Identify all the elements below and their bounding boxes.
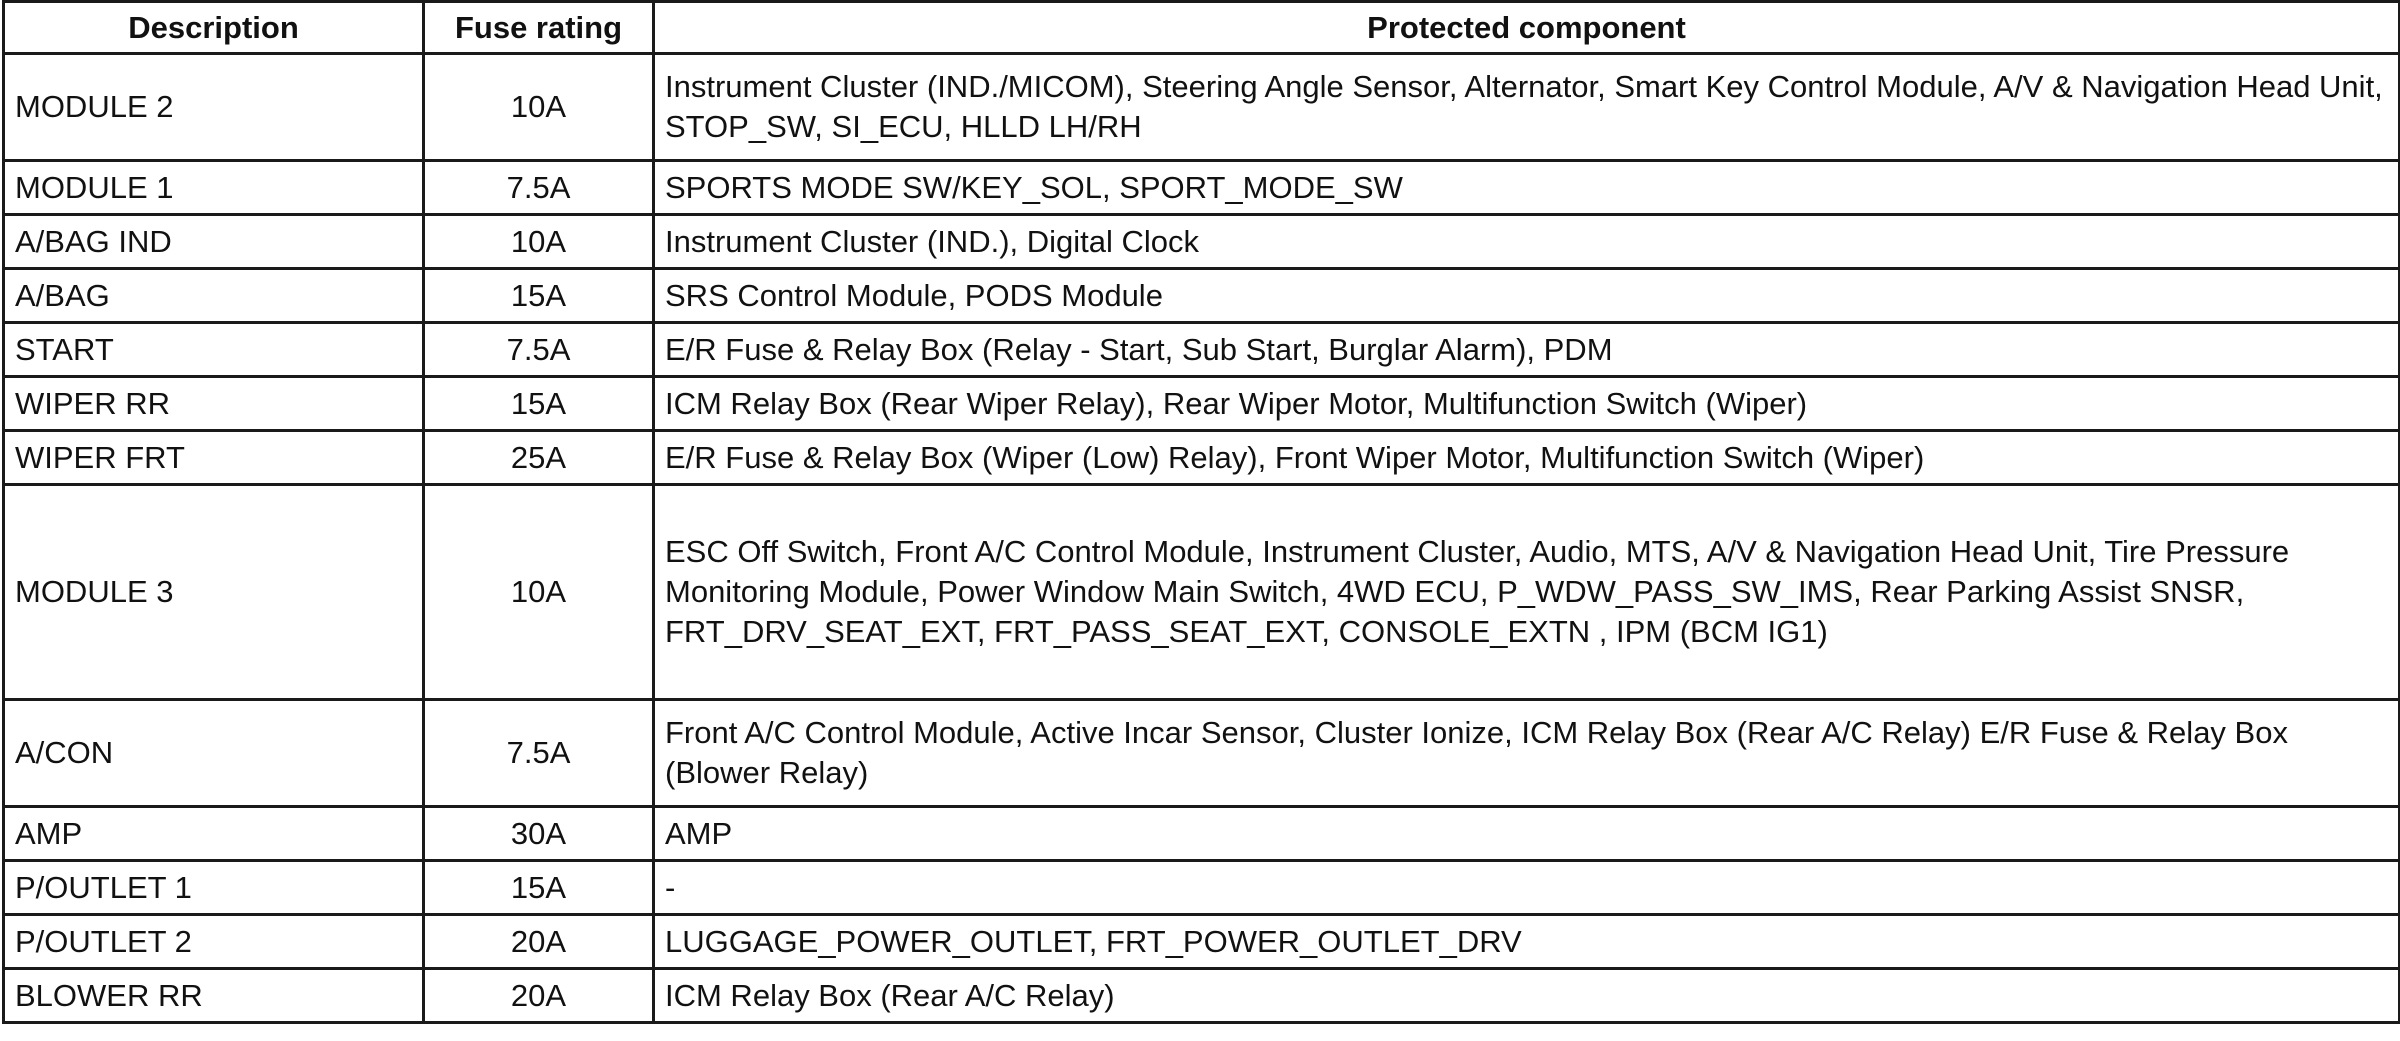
row-fuse-rating: 7.5A	[424, 700, 654, 807]
row-description: A/BAG IND	[4, 215, 424, 269]
row-fuse-rating: 10A	[424, 54, 654, 161]
row-description: MODULE 1	[4, 161, 424, 215]
row-description: START	[4, 323, 424, 377]
row-fuse-rating: 15A	[424, 269, 654, 323]
row-protected-component: LUGGAGE_POWER_OUTLET, FRT_POWER_OUTLET_DRV	[654, 915, 2400, 969]
row-fuse-rating: 10A	[424, 215, 654, 269]
row-protected-component: E/R Fuse & Relay Box (Relay - Start, Sub Start, Burglar Alarm), PDM	[654, 323, 2400, 377]
row-description: WIPER RR	[4, 377, 424, 431]
row-protected-component: E/R Fuse & Relay Box (Wiper (Low) Relay), Front Wiper Motor, Multifunction Switch (Wiper)	[654, 431, 2400, 485]
row-fuse-rating: 15A	[424, 377, 654, 431]
fuse-table	[2, 0, 2400, 1024]
header-fuse-rating: Fuse rating	[424, 2, 654, 54]
row-fuse-rating: 20A	[424, 915, 654, 969]
row-protected-component: ICM Relay Box (Rear A/C Relay)	[654, 969, 2400, 1023]
row-fuse-rating: 25A	[424, 431, 654, 485]
row-description: P/OUTLET 2	[4, 915, 424, 969]
table-row	[4, 861, 2400, 915]
table-row	[4, 161, 2400, 215]
table-row	[4, 485, 2400, 700]
row-description: A/BAG	[4, 269, 424, 323]
row-description: MODULE 3	[4, 485, 424, 700]
row-protected-component: Instrument Cluster (IND./MICOM), Steering Angle Sensor, Alternator, Smart Key Control Module, A/V & Navigation Head Unit, STOP_SW, SI_ECU, HLLD LH/RH	[654, 54, 2400, 161]
row-description: WIPER FRT	[4, 431, 424, 485]
table-row	[4, 54, 2400, 161]
row-protected-component: Front A/C Control Module, Active Incar Sensor, Cluster Ionize, ICM Relay Box (Rear A/C Relay) E/R Fuse & Relay Box (Blower Relay)	[654, 700, 2400, 807]
table-row	[4, 915, 2400, 969]
row-protected-component: -	[654, 861, 2400, 915]
row-description: AMP	[4, 807, 424, 861]
header-row	[4, 2, 2400, 54]
row-protected-component: AMP	[654, 807, 2400, 861]
row-protected-component: SRS Control Module, PODS Module	[654, 269, 2400, 323]
table-row	[4, 807, 2400, 861]
row-fuse-rating: 20A	[424, 969, 654, 1023]
row-protected-component: Instrument Cluster (IND.), Digital Clock	[654, 215, 2400, 269]
row-fuse-rating: 7.5A	[424, 161, 654, 215]
row-fuse-rating: 15A	[424, 861, 654, 915]
table-row	[4, 431, 2400, 485]
row-fuse-rating: 7.5A	[424, 323, 654, 377]
row-protected-component: SPORTS MODE SW/KEY_SOL, SPORT_MODE_SW	[654, 161, 2400, 215]
row-description: BLOWER RR	[4, 969, 424, 1023]
table-row	[4, 700, 2400, 807]
table-row	[4, 269, 2400, 323]
row-description: MODULE 2	[4, 54, 424, 161]
table-row	[4, 323, 2400, 377]
row-fuse-rating: 30A	[424, 807, 654, 861]
table-row	[4, 377, 2400, 431]
header-description: Description	[4, 2, 424, 54]
row-description: A/CON	[4, 700, 424, 807]
table-row	[4, 215, 2400, 269]
row-fuse-rating: 10A	[424, 485, 654, 700]
row-description: P/OUTLET 1	[4, 861, 424, 915]
row-protected-component: ESC Off Switch, Front A/C Control Module, Instrument Cluster, Audio, MTS, A/V & Navigation Head Unit, Tire Pressure Monitoring Module, Power Window Main Switch, 4WD ECU, P_WDW_PASS_SW_IMS, Rear Parking Assist SNSR, FRT_DRV_SEAT_EXT, FRT_PASS_SEAT_EXT, CONSOLE_EXTN , IPM (BCM IG1)	[654, 485, 2400, 700]
row-protected-component: ICM Relay Box (Rear Wiper Relay), Rear Wiper Motor, Multifunction Switch (Wiper)	[654, 377, 2400, 431]
table-row	[4, 969, 2400, 1023]
header-protected-component: Protected component	[654, 2, 2400, 54]
